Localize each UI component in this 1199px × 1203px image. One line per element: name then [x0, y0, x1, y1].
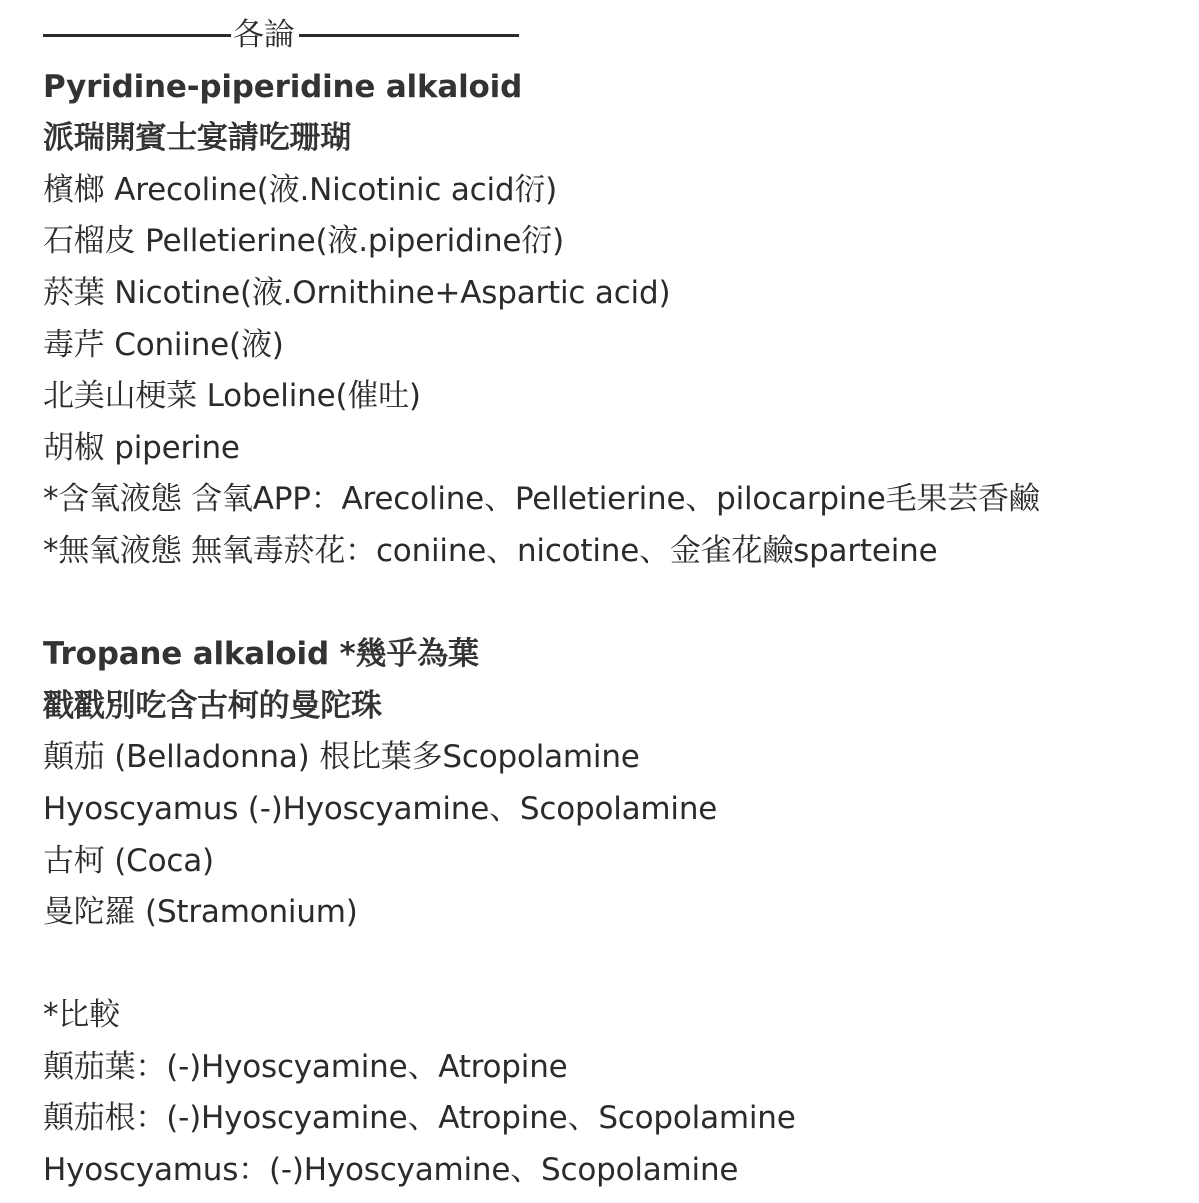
text-line: 顛茄葉：(-)Hyoscyamine、Atropine: [43, 1048, 568, 1085]
text-line: Hyoscyamus：(-)Hyoscyamine、Scopolamine: [43, 1152, 739, 1189]
divider-title: 各論: [233, 17, 295, 53]
text-line: 顛茄 (Belladonna) 根比葉多Scopolamine: [43, 739, 640, 776]
divider-line-right: [299, 34, 519, 37]
text-line: 石榴皮 Pelletierine(液.piperidine衍): [43, 223, 564, 260]
heading-tropane: Tropane alkaloid *幾乎為葉: [43, 636, 479, 673]
heading-pyridine-piperidine: Pyridine-piperidine alkaloid: [43, 68, 523, 105]
mnemonic-tropane: 戳戳別吃含古柯的曼陀珠: [43, 687, 382, 724]
note-body: [43, 10, 1193, 1197]
text-line: 曼陀羅 (Stramonium): [43, 894, 358, 931]
text-line: 胡椒 piperine: [43, 429, 240, 466]
text-line: 檳榔 Arecoline(液.Nicotinic acid衍): [43, 171, 558, 208]
text-line: 古柯 (Coca): [43, 842, 214, 879]
text-line: 菸葉 Nicotine(液.Ornithine+Aspartic acid): [43, 274, 671, 311]
blank-line: [43, 578, 1193, 630]
section-divider: [43, 10, 1193, 62]
text-line: 北美山梗菜 Lobeline(催吐): [43, 378, 421, 415]
mnemonic-pyridine: 派瑞開賓士宴請吃珊瑚: [43, 120, 351, 157]
text-line: *比較: [43, 997, 120, 1034]
text-line: 顛茄根：(-)Hyoscyamine、Atropine、Scopolamine: [43, 1100, 796, 1137]
divider-line-left: [43, 34, 231, 37]
text-line: 毒芹 Coniine(液): [43, 326, 284, 363]
text-line: Hyoscyamus (-)Hyoscyamine、Scopolamine: [43, 790, 718, 827]
text-line: *無氧液態 無氧毒菸花：coniine、nicotine、金雀花鹼sparteine: [43, 532, 938, 569]
text-line: *含氧液態 含氧APP：Arecoline、Pelletierine、pilocarpine毛果芸香鹼: [43, 481, 1040, 518]
blank-line: [43, 939, 1193, 991]
